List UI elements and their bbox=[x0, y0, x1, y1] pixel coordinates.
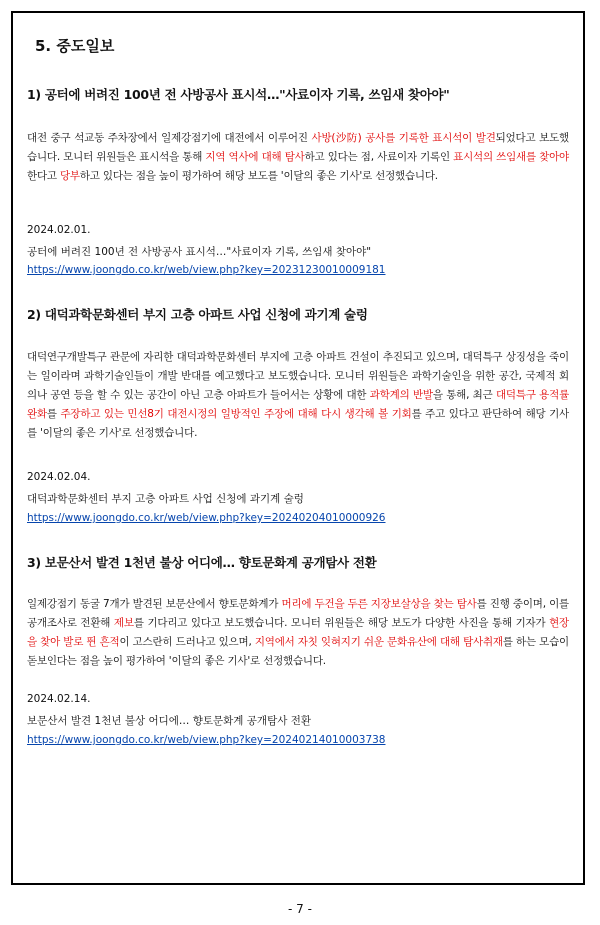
section-1-date: 2024.02.01. bbox=[27, 224, 91, 236]
section-3-body bbox=[27, 595, 569, 671]
section-2-body bbox=[27, 348, 569, 443]
highlighted-text: 사방(沙防) 공사를 기록한 표시석이 발견 bbox=[311, 132, 496, 144]
body-text: 일제강점기 동굴 7개가 발견된 보문산에서 향토문화계가 bbox=[27, 598, 282, 610]
highlighted-text: 과학계의 반발 bbox=[369, 389, 433, 401]
body-text: 를 진행 중이며, 이를 공개조사로 전환해 bbox=[27, 598, 569, 629]
highlighted-text: 당부 bbox=[59, 170, 80, 182]
body-text: 대전 중구 석교동 주차장에서 일제강점기에 대전에서 이루어진 bbox=[27, 132, 312, 144]
body-text: 를 bbox=[46, 408, 61, 420]
section-3-article-link[interactable]: https://www.joongdo.co.kr/web/view.php?key=20240214010003738 bbox=[27, 734, 386, 746]
body-text: 를 하는 모습이 돋보인다는 점을 높이 평가하여 '이달의 좋은 기사'로 선정했습니다. bbox=[27, 636, 569, 667]
page-heading: 5. 중도일보 bbox=[35, 37, 115, 55]
highlighted-text: 현장을 찾아 발로 뛴 흔적 bbox=[27, 617, 569, 648]
page-frame bbox=[11, 11, 585, 885]
body-text: 을 통해, 최근 bbox=[432, 389, 496, 401]
body-text: 이 고스란히 드러나고 있으며, bbox=[119, 636, 255, 648]
body-text: 를 기다리고 있다고 보도했습니다. 모니터 위원들은 해당 보도가 다양한 사진을 통해 기자가 bbox=[133, 617, 550, 629]
highlighted-text: 표시석의 쓰임새를 찾아야 bbox=[453, 151, 569, 163]
section-3-title: 3) 보문산서 발견 1천년 불상 어디에… 향토문화계 공개탐사 전환 bbox=[27, 555, 377, 570]
section-3-article-title: 보문산서 발견 1천년 불상 어디에… 향토문화계 공개탐사 전환 bbox=[27, 715, 311, 727]
section-2-date: 2024.02.04. bbox=[27, 471, 91, 483]
body-text: 하고 있다는 점을 높이 평가하여 해당 보도를 '이달의 좋은 기사'로 선정했습니다. bbox=[79, 170, 438, 182]
section-1-title: 1) 공터에 버려진 100년 전 사방공사 표시석…"사료이자 기록, 쓰임새 찾아야" bbox=[27, 87, 450, 102]
body-text: 를 주고 있다고 판단하여 해당 기사를 '이달의 좋은 기사'로 선정했습니다. bbox=[27, 408, 569, 439]
highlighted-text: 주장하고 있는 민선8기 대전시정의 일방적인 주장에 대해 다시 생각해 볼 기회 bbox=[60, 408, 412, 420]
highlighted-text: 제보 bbox=[113, 617, 134, 629]
section-2-article-title: 대덕과학문화센터 부지 고층 아파트 사업 신청에 과기계 술렁 bbox=[27, 493, 304, 505]
highlighted-text: 대덕특구 용적률 완화 bbox=[27, 389, 570, 420]
body-text: 대덕연구개발특구 관문에 자리한 대덕과학문화센터 부지에 고층 아파트 건설이 추진되고 있으며, 대덕특구 상징성을 죽이는 일이라며 과학기술인들이 개발 반대를 예고했다고 보도했습니다. 모니터 위원들은 과학기술인을 위한 공간, 국제적 회의나 공연 등을 할 수 있는 공간이 아닌 고층 아파트가 들어서는 상황에 대한 bbox=[27, 351, 569, 401]
highlighted-text: 지역에서 자칫 잊혀지기 쉬운 문화유산에 대해 탐사취재 bbox=[254, 636, 503, 648]
body-text: 되었다고 보도했습니다. 모니터 위원들은 표시석을 통해 bbox=[27, 132, 569, 163]
highlighted-text: 지역 역사에 대해 탐사 bbox=[205, 151, 305, 163]
section-2-title: 2) 대덕과학문화센터 부지 고층 아파트 사업 신청에 과기계 술렁 bbox=[27, 307, 368, 322]
section-1-body bbox=[27, 129, 569, 186]
section-1-article-title: 공터에 버려진 100년 전 사방공사 표시석…"사료이자 기록, 쓰임새 찾아야" bbox=[27, 246, 372, 258]
section-2-article-link[interactable]: https://www.joongdo.co.kr/web/view.php?key=20240204010000926 bbox=[27, 512, 386, 524]
body-text: 하고 있다는 점, 사료이자 기록인 bbox=[304, 151, 454, 163]
body-text: 한다고 bbox=[27, 170, 60, 182]
highlighted-text: 머리에 두건을 두른 지장보살상을 찾는 탐사 bbox=[281, 598, 477, 610]
section-3-date: 2024.02.14. bbox=[27, 693, 91, 705]
section-1-article-link[interactable]: https://www.joongdo.co.kr/web/view.php?key=20231230010009181 bbox=[27, 264, 386, 276]
page-number: - 7 - bbox=[288, 902, 312, 916]
